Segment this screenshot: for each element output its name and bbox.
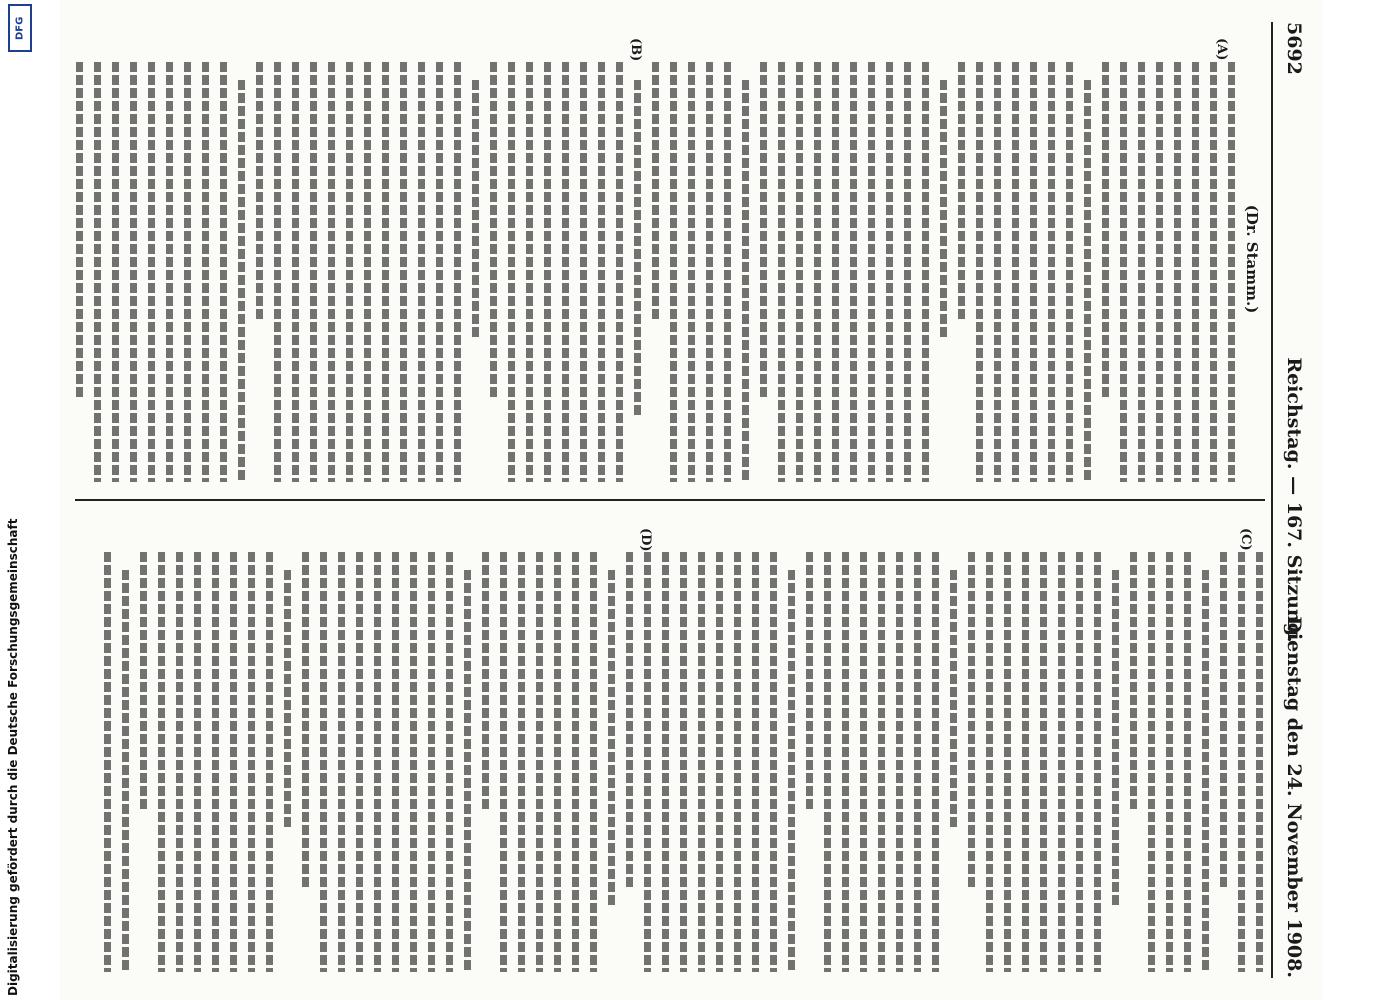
digitization-credit bbox=[0, 4, 36, 996]
document-page bbox=[60, 0, 1323, 1000]
session-date: Dienstag den 24. November 1908. bbox=[1283, 616, 1305, 978]
text-block-right bbox=[104, 552, 1263, 972]
column-right bbox=[73, 526, 1263, 972]
credit-text: Digitalisierung gefördert durch die Deutsche Forschungsgemeinschaft bbox=[6, 518, 20, 996]
margin-mark-d: (D) bbox=[638, 528, 653, 552]
margin-mark-b: (B) bbox=[628, 38, 643, 62]
page-header bbox=[1271, 22, 1313, 978]
speaker-label: (Dr. Stamm.) bbox=[1243, 204, 1261, 314]
column-left bbox=[73, 36, 1263, 482]
text-block-left bbox=[76, 62, 1235, 482]
running-title: Reichstag. — 167. Sitzung. bbox=[1283, 357, 1305, 643]
dfg-logo: DFG bbox=[8, 4, 32, 52]
margin-mark-c: (C) bbox=[1238, 528, 1253, 551]
column-divider bbox=[75, 499, 1265, 501]
margin-mark-a: (A) bbox=[1214, 38, 1229, 61]
page-number: 5692 bbox=[1283, 22, 1305, 75]
